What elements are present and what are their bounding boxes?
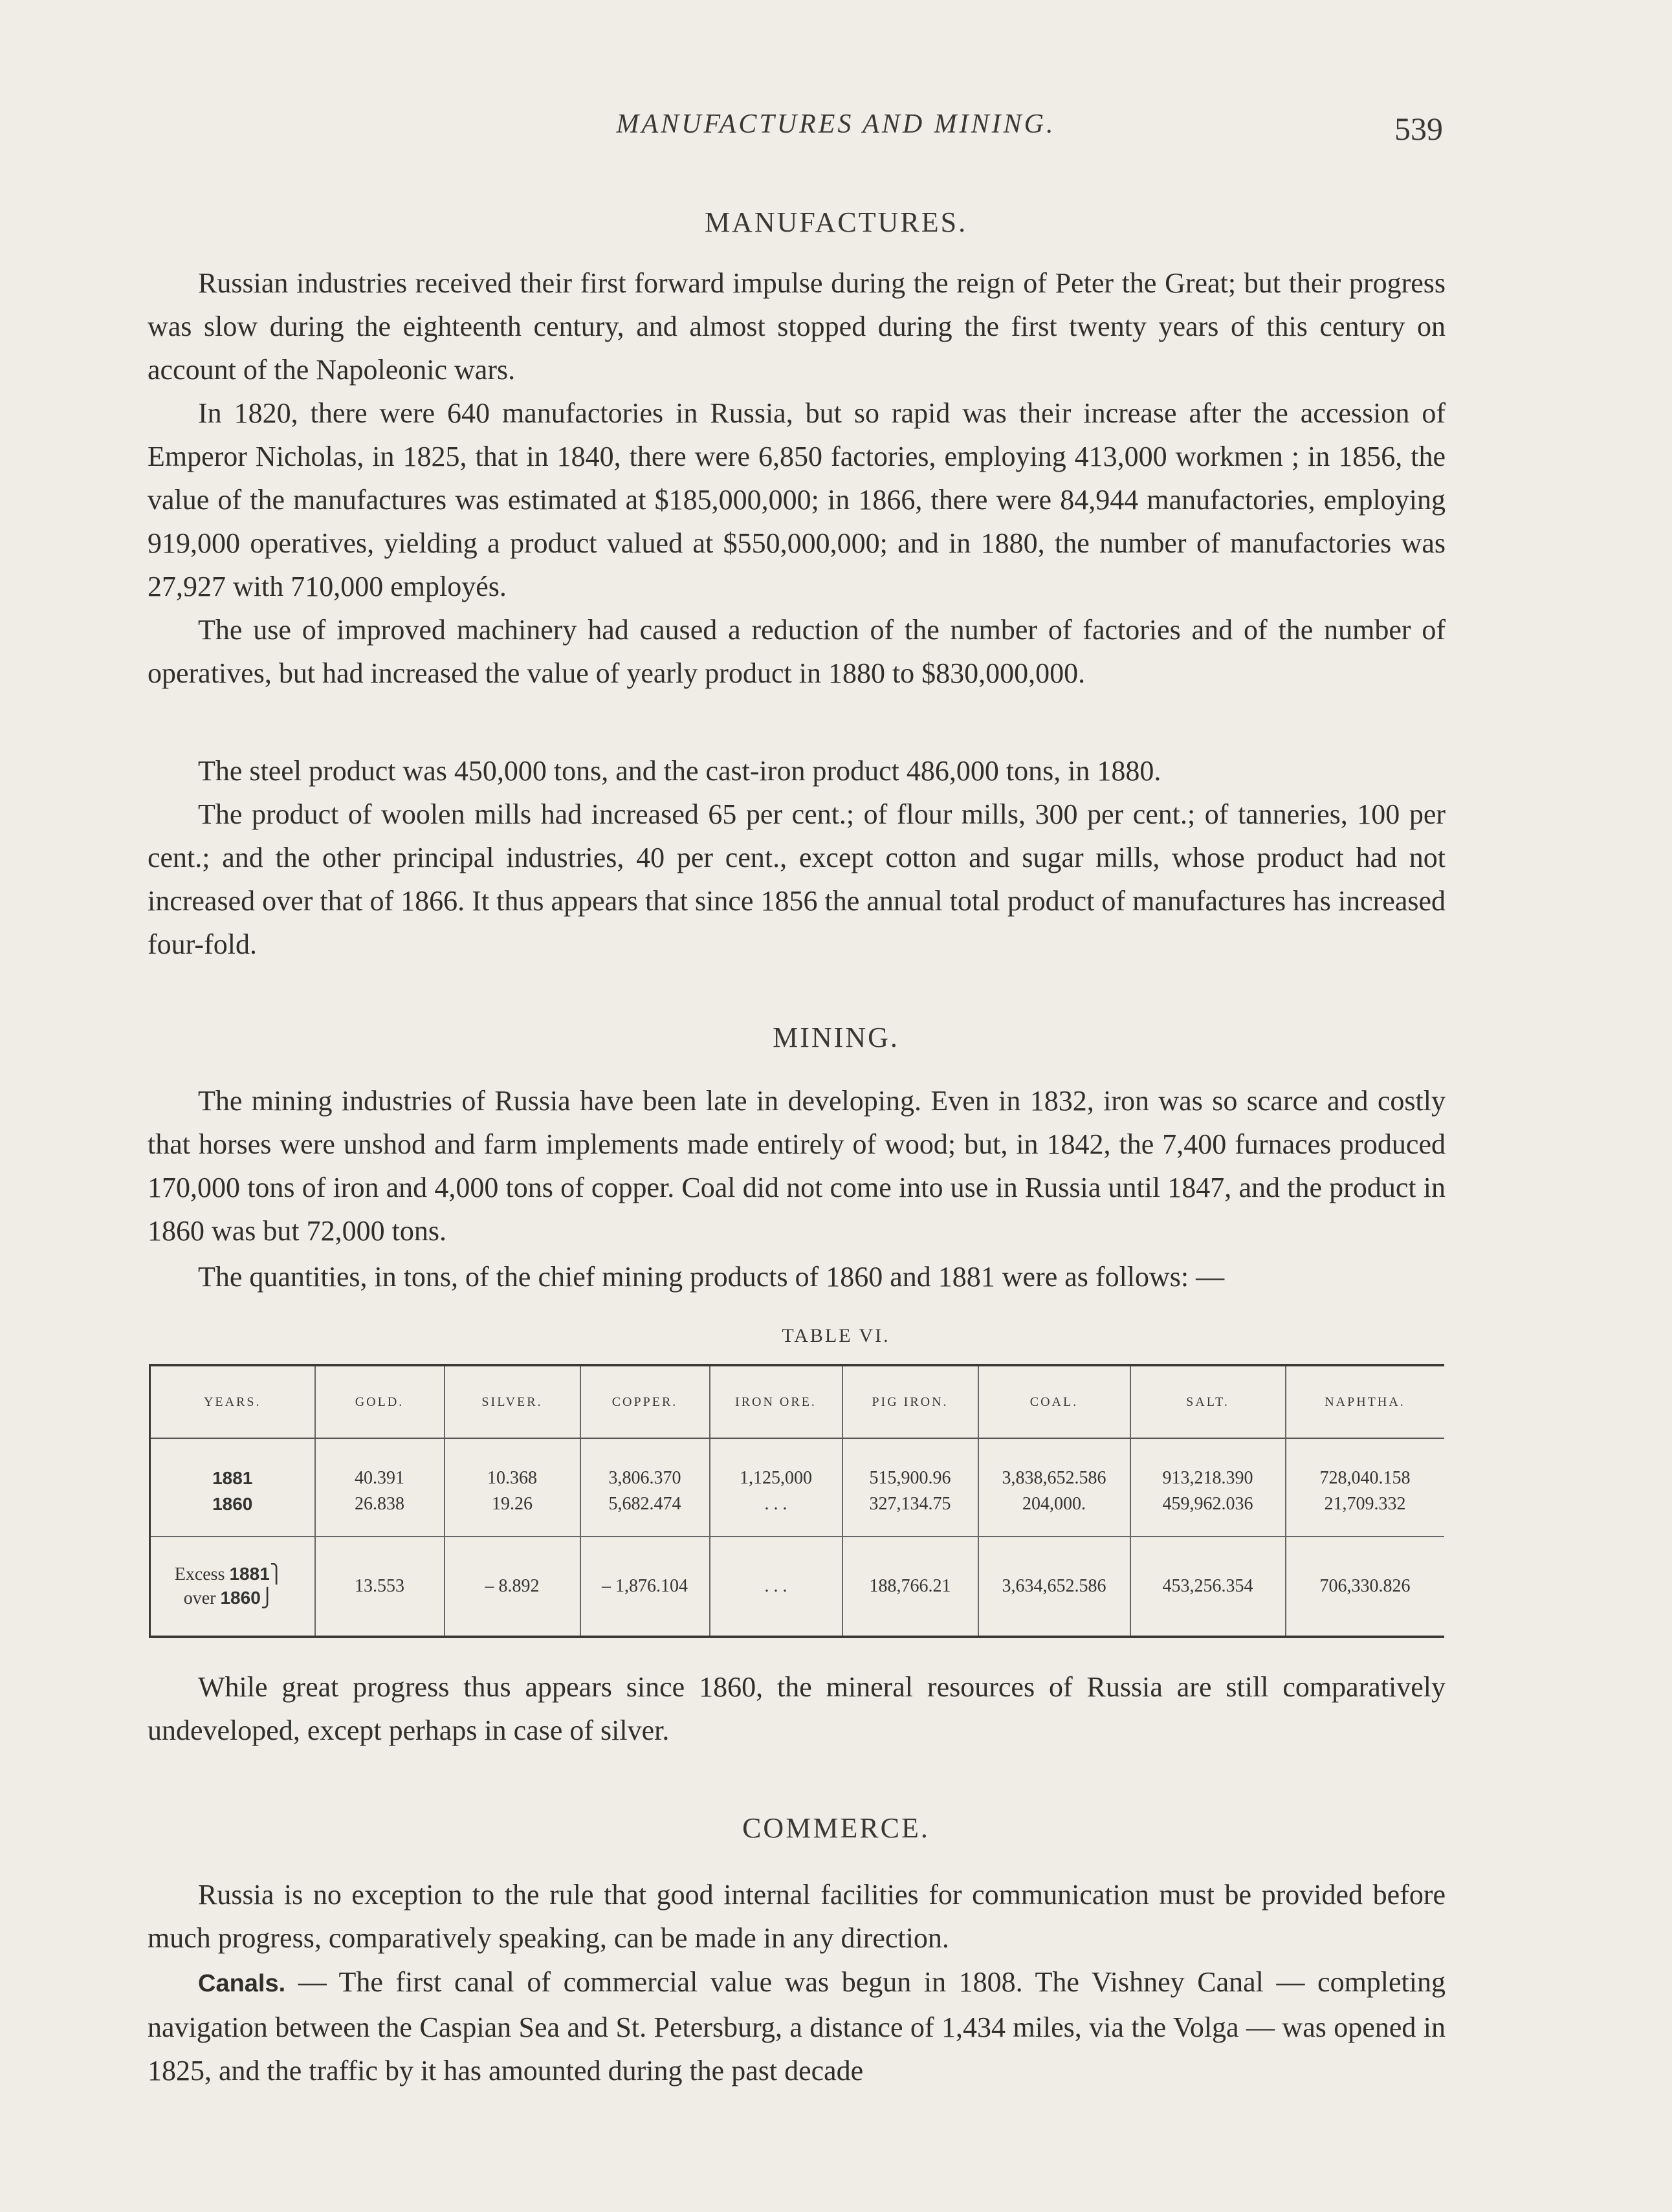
row-year: 1860 (150, 1491, 315, 1537)
manufactures-paragraph-3: The use of improved machinery had caused a reduction of the number of factories and of the number of operatives, but had increased the value of yearly product in 1880 to $830,000,000. (148, 614, 1446, 689)
table-cell: – 1,876.104 (580, 1537, 710, 1637)
table-caption: TABLE VI. (782, 1325, 890, 1346)
mining-paragraph-2: The quantities, in tons, of the chief mining products of 1860 and 1881 were as follows: — (198, 1261, 1225, 1293)
table-cell: 19.26 (445, 1491, 580, 1537)
manufactures-paragraph-5: The product of woolen mills had increased 65 per cent.; of flour mills, 300 per cent.; of tanneries, 100 per cent.; and the other principal industries, 40 per cent., except cotton and sugar mills, whose product had not increased over that of 1866. It thus appears that since 1856 the annual total product of manufactures has increased four-fold. (148, 798, 1446, 960)
table-row (150, 1491, 1444, 1537)
header-silver: SILVER. (445, 1365, 580, 1438)
page-number: 539 (1394, 111, 1443, 147)
header-coal: COAL. (978, 1365, 1130, 1438)
table-cell: . . . (710, 1491, 842, 1537)
table-cell: 13.553 (315, 1537, 445, 1637)
table-row (150, 1438, 1444, 1491)
table-cell: 327,134.75 (842, 1491, 978, 1537)
table-cell: 1,125,000 (710, 1438, 842, 1491)
table-cell: 459,962.036 (1130, 1491, 1286, 1537)
mining-products-table (149, 1364, 1444, 1638)
manufactures-paragraph-1: Russian industries received their first forward impulse during the reign of Peter the Great; but their progress was slow during the eighteenth century, and almost stopped during the first twenty years of this century on account of the Napoleonic wars. (148, 267, 1446, 386)
table-cell: – 8.892 (445, 1537, 580, 1637)
header-naphtha: NAPHTHA. (1286, 1365, 1444, 1438)
table-cell: 3,806.370 (580, 1438, 710, 1491)
header-gold: GOLD. (315, 1365, 445, 1438)
table-cell: 913,218.390 (1130, 1438, 1286, 1491)
running-head: MANUFACTURES AND MINING. (616, 109, 1056, 139)
table-cell: 706,330.826 (1286, 1537, 1444, 1637)
commerce-heading: COMMERCE. (742, 1812, 930, 1844)
table-cell: . . . (710, 1537, 842, 1637)
table-cell: 40.391 (315, 1438, 445, 1491)
commerce-paragraph-1: Russia is no exception to the rule that good internal facilities for communication must be provided before much progress, comparatively speaking, can be made in any direction. (148, 1879, 1446, 1954)
header-pig-iron: PIG IRON. (842, 1365, 978, 1438)
row-year: 1881 (150, 1438, 315, 1491)
table-cell: 453,256.354 (1130, 1537, 1286, 1637)
table-cell: 10.368 (445, 1438, 580, 1491)
mining-after-table-paragraph: While great progress thus appears since 1860, the mineral resources of Russia are still comparatively undeveloped, except perhaps in case of silver. (148, 1671, 1446, 1746)
mining-paragraph-1: The mining industries of Russia have been late in developing. Even in 1832, iron was so scarce and costly that horses were unshod and farm implements made entirely of wood; but, in 1842, the 7,400 furnaces produced 170,000 tons of iron and 4,000 tons of copper. Coal did not come into use in Russia until 1847, and the product in 1860 was but 72,000 tons. (148, 1085, 1446, 1247)
table-cell: 515,900.96 (842, 1438, 978, 1491)
table-cell: 5,682.474 (580, 1491, 710, 1537)
mining-heading: MINING. (773, 1022, 899, 1053)
header-salt: SALT. (1130, 1365, 1286, 1438)
canals-paragraph (148, 1960, 1446, 2092)
canals-text: — The first canal of commercial value was begun in 1808. The Vishney Canal — completing navigation between the Caspian Sea and St. Petersburg, a distance of 1,434 miles, via the Volga — was opened in 1825, and the traffic by it has amounted during the past decade (148, 1966, 1446, 2086)
table-row-excess (150, 1537, 1444, 1637)
canals-run-in-heading: Canals. (198, 1970, 286, 1997)
manufactures-paragraph-2: In 1820, there were 640 manufactories in Russia, but so rapid was their increase after the accession of Emperor Nicholas, in 1825, that in 1840, there were 6,850 factories, employing 413,000 workmen ; in 1856, the value of the manufactures was estimated at $185,000,000; in 1866, there were 84,944 manufactories, employing 919,000 operatives, yielding a product valued at $550,000,000; and in 1880, the number of manufactories was 27,927 with 710,000 employés. (148, 397, 1446, 602)
table-cell: 26.838 (315, 1491, 445, 1537)
table-header-row (150, 1365, 1444, 1438)
excess-label: Excess 1881⎫ over 1860⎭ (150, 1537, 315, 1637)
header-copper: COPPER. (580, 1365, 710, 1438)
table-cell: 3,634,652.586 (978, 1537, 1130, 1637)
manufactures-paragraph-4: The steel product was 450,000 tons, and the cast-iron product 486,000 tons, in 1880. (198, 755, 1161, 787)
header-iron-ore: IRON ORE. (710, 1365, 842, 1438)
manufactures-heading: MANUFACTURES. (704, 206, 968, 238)
table-cell: 728,040.158 (1286, 1438, 1444, 1491)
table-cell: 188,766.21 (842, 1537, 978, 1637)
table-cell: 204,000. (978, 1491, 1130, 1537)
table-cell: 21,709.332 (1286, 1491, 1444, 1537)
header-years: YEARS. (150, 1365, 315, 1438)
table-cell: 3,838,652.586 (978, 1438, 1130, 1491)
